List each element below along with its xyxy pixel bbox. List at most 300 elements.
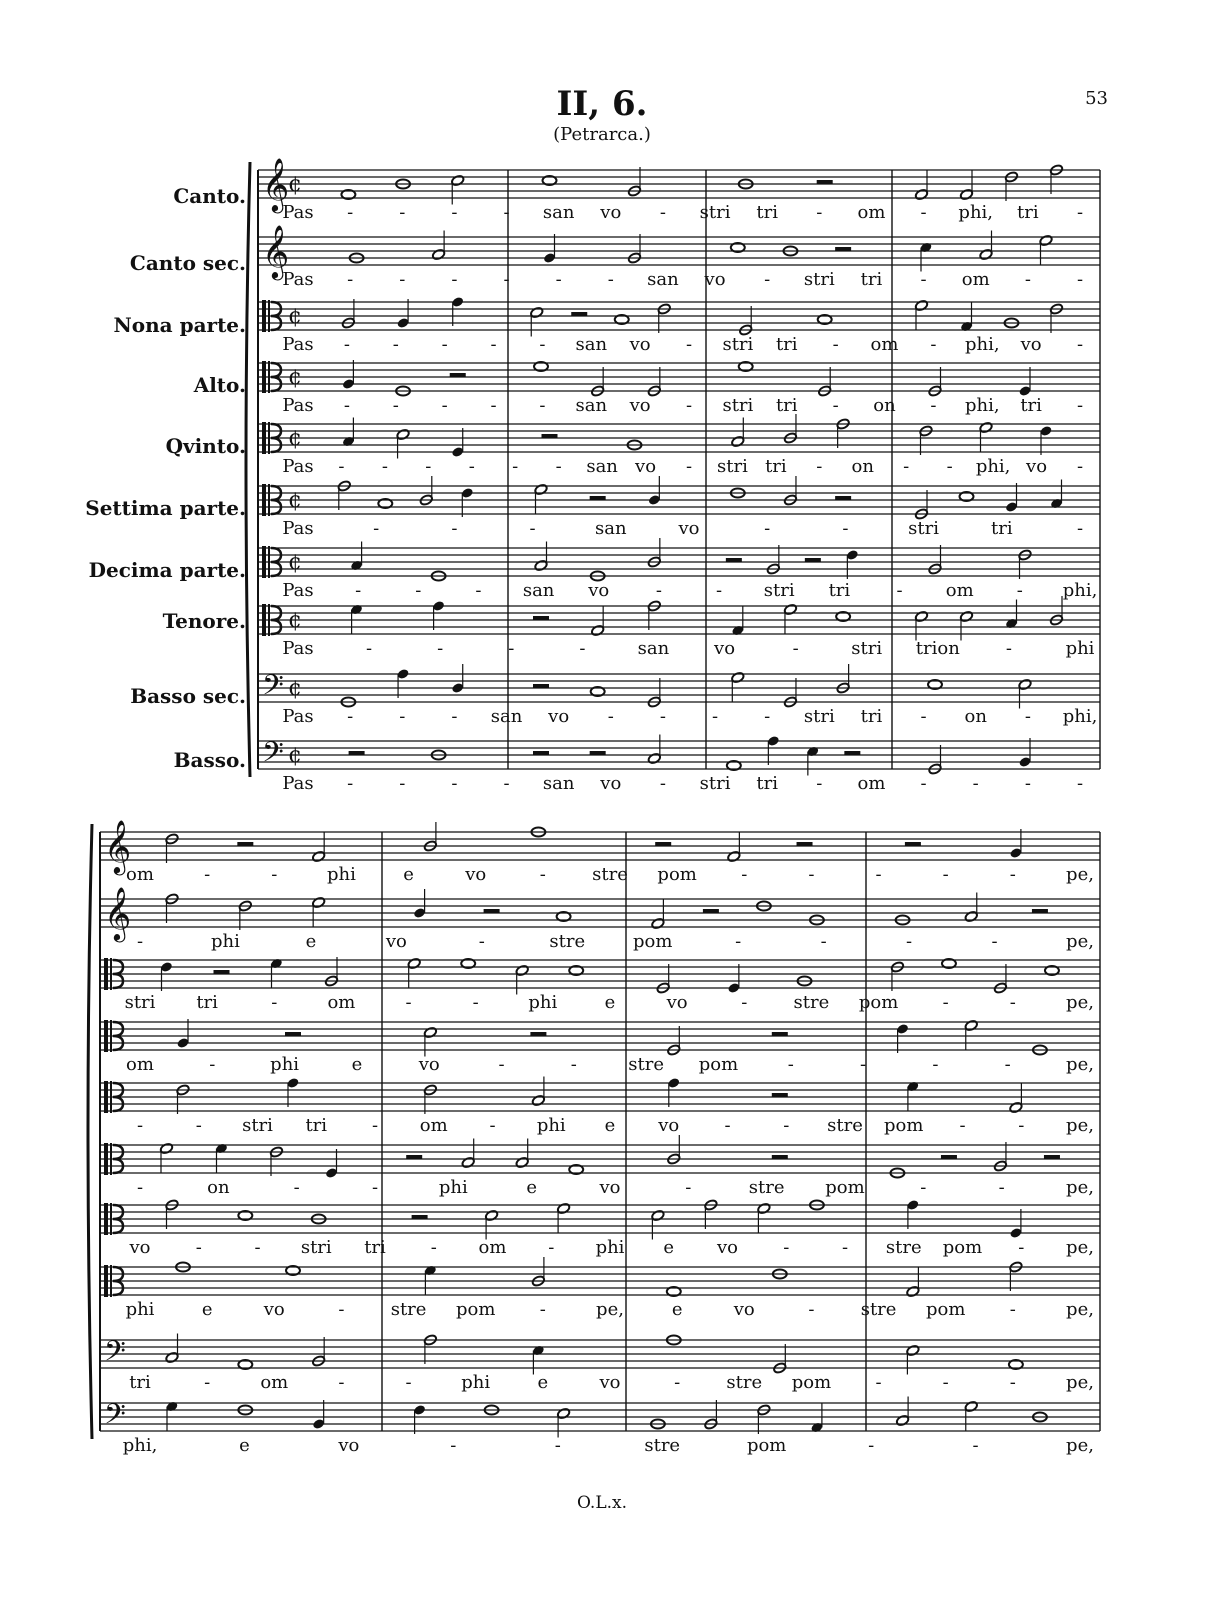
lyric-syllable: stre [592, 864, 628, 885]
lyric-syllable: om [857, 202, 886, 223]
note [176, 1084, 190, 1114]
note [890, 961, 904, 991]
rest-icon [772, 1093, 788, 1097]
lyric-syllable: stri [763, 580, 795, 601]
lyric-syllable: - [548, 1237, 555, 1258]
staff-alto [258, 360, 1100, 416]
lyric-syllable: phi [125, 1299, 155, 1320]
lyric-syllable: - [512, 456, 519, 477]
lyric-syllable: stri [699, 202, 731, 223]
lyric-syllable: - [405, 1372, 412, 1393]
lyric-syllable: - [555, 269, 562, 290]
lyric-syllable: - [930, 395, 937, 416]
lyric-syllable: stre [748, 1177, 785, 1198]
lyric-syllable: vo [465, 864, 487, 885]
lyric-syllable: - [655, 580, 662, 601]
time-signature: ¢ [288, 608, 302, 633]
lyric-syllable: - [399, 706, 406, 727]
rest-icon [237, 842, 253, 846]
lyric-syllable: - [972, 1435, 979, 1456]
note [484, 1209, 498, 1239]
lyric-syllable: san [542, 773, 575, 794]
note [396, 299, 409, 329]
lyric-syllable: - [555, 456, 562, 477]
lyric-syllable: - [1004, 1054, 1011, 1075]
rest-icon [844, 751, 860, 755]
note [1009, 829, 1022, 859]
lyric-syllable: - [820, 931, 827, 952]
note [896, 1023, 909, 1053]
lyric-syllable: stri [803, 269, 835, 290]
lyric-syllable: - [529, 518, 536, 539]
note [1009, 1209, 1022, 1239]
rest-icon [797, 842, 813, 846]
rest-icon [772, 1032, 788, 1036]
lyric-syllable: tri [1020, 395, 1042, 416]
lyric-syllable: - [195, 1237, 202, 1258]
lyric-syllable: - [399, 269, 406, 290]
staff-alto [100, 1019, 1100, 1075]
lyric-syllable: - [896, 580, 903, 601]
lyric-syllable: vo [1020, 334, 1042, 355]
lyric-syllable: pom [942, 1237, 983, 1258]
note [647, 678, 661, 708]
note [165, 833, 179, 863]
rest-icon [905, 842, 921, 846]
note [906, 1344, 920, 1374]
lyric-syllable: - [451, 518, 458, 539]
lyric-syllable: - [136, 1177, 144, 1198]
lyric-syllable: - [503, 773, 510, 794]
lyric-syllable: - [1018, 1237, 1025, 1258]
part-name-decima-parte: Decima parte. [88, 558, 246, 582]
note [979, 421, 993, 451]
lyric-syllable: pom [455, 1299, 496, 1320]
lyric-syllable: - [503, 269, 510, 290]
note [647, 367, 661, 397]
rest-icon [450, 373, 466, 377]
lyric-syllable: tri [364, 1237, 386, 1258]
lyric-syllable: - [685, 334, 693, 355]
lyric-syllable: - [787, 1054, 794, 1075]
staff-tenore [100, 1257, 1100, 1320]
staff-settima-parte [100, 1135, 1100, 1198]
note [165, 1401, 178, 1431]
lyric-syllable: - [991, 931, 998, 952]
staff-basso-sec [100, 1334, 1100, 1394]
lyric-syllable: trion [915, 638, 960, 659]
lyric-syllable: - [808, 1299, 815, 1320]
note [783, 414, 797, 444]
lyric-syllable: pe, [596, 1299, 624, 1320]
lyric-syllable: om [419, 1115, 448, 1136]
lyric-syllable: - [1076, 269, 1084, 290]
note [656, 964, 670, 994]
note [461, 487, 474, 517]
lyric-syllable: - [343, 334, 350, 355]
note [591, 607, 605, 637]
lyric-syllable: - [437, 638, 444, 659]
rest-icon [571, 312, 587, 316]
note [846, 549, 859, 579]
staff-basso-sec [258, 664, 1100, 727]
lyric-syllable: - [490, 334, 497, 355]
time-signature: ¢ [288, 172, 302, 197]
lyric-syllable: vo [129, 1237, 151, 1258]
lyric-syllable: - [920, 269, 927, 290]
signature-mark: O.L.x. [576, 1493, 628, 1513]
note [757, 1404, 771, 1434]
note [556, 1407, 570, 1437]
note [396, 668, 409, 698]
lyric-syllable: Pas [282, 269, 314, 290]
lyric-syllable: - [430, 1237, 437, 1258]
lyric-syllable: - [1076, 456, 1084, 477]
lyric-syllable: - [764, 269, 771, 290]
lyric-syllable: pe, [1066, 1237, 1094, 1258]
note [1018, 678, 1032, 708]
lyric-syllable: - [685, 395, 693, 416]
note [731, 418, 745, 448]
treble-clef-icon: 𝄞 [262, 224, 290, 278]
lyric-syllable: phi [461, 1372, 491, 1393]
note [423, 1334, 437, 1364]
lyric-syllable: tri [1017, 202, 1039, 223]
lyric-syllable: - [539, 334, 546, 355]
staff-canto-sec [258, 224, 1100, 290]
lyric-syllable: pom [698, 1054, 739, 1075]
lyric-syllable: pom [925, 1299, 966, 1320]
lyric-syllable: om [857, 773, 886, 794]
lyric-syllable: - [659, 202, 666, 223]
lyric-syllable: - [475, 580, 482, 601]
note [1039, 425, 1052, 455]
lyric-syllable: phi, [1062, 580, 1098, 601]
staff-canto-sec [100, 886, 1100, 952]
part-name-canto-sec: Canto sec. [129, 251, 246, 275]
lyric-syllable: - [1076, 202, 1084, 223]
lyric-syllable: - [338, 456, 345, 477]
note [731, 671, 745, 701]
staff-canto [258, 157, 1100, 223]
note [534, 542, 548, 572]
lyric-syllable: vo [666, 992, 688, 1013]
rest-icon [285, 1032, 301, 1036]
lyric-syllable: san [490, 706, 523, 727]
lyric-syllable: stri [803, 706, 835, 727]
lyric-syllable: - [685, 1177, 692, 1198]
lyric-syllable: - [942, 992, 949, 1013]
lyric-syllable: - [441, 334, 448, 355]
lyric-syllable: - [930, 334, 937, 355]
note [165, 1334, 179, 1364]
lyric-syllable: stre [549, 931, 586, 952]
note [767, 735, 780, 765]
note [773, 1344, 787, 1374]
lyric-syllable: vo [600, 202, 622, 223]
lyric-syllable: - [1024, 269, 1031, 290]
score-system-2 [88, 819, 1100, 1456]
lyric-syllable: vo [629, 395, 651, 416]
lyric-syllable: stri [300, 1237, 332, 1258]
note [350, 542, 363, 572]
lyric-syllable: tri [756, 202, 779, 223]
lyric-syllable: phi [536, 1115, 566, 1136]
lyric-syllable: om [945, 580, 974, 601]
lyric-syllable: Pas [282, 706, 314, 727]
note [312, 896, 326, 926]
note [704, 1199, 718, 1229]
lyric-syllable: tri [775, 334, 798, 355]
lyric-syllable: - [741, 864, 748, 885]
note [647, 600, 661, 630]
lyric-syllable: - [271, 992, 278, 1013]
note [739, 306, 753, 336]
part-name-alto: Alto. [193, 373, 246, 397]
lyric-syllable: phi [211, 931, 240, 952]
note [324, 957, 338, 987]
lyric-syllable: - [204, 1372, 211, 1393]
note [651, 1209, 665, 1239]
lyric-syllable: stri [908, 518, 940, 539]
note [783, 603, 797, 633]
lyric-syllable: - [607, 269, 614, 290]
note [959, 610, 973, 640]
lyric-syllable: e [305, 931, 317, 952]
note [1049, 164, 1063, 194]
lyric-syllable: vo [418, 1054, 440, 1075]
note [906, 1268, 920, 1298]
note [1009, 1261, 1023, 1291]
rest-icon [590, 496, 606, 500]
part-name-qvinto: Qvinto. [165, 434, 246, 458]
lyric-syllable: - [381, 456, 388, 477]
lyric-syllable: - [920, 773, 927, 794]
lyric-syllable: e [239, 1435, 250, 1456]
lyric-syllable: - [415, 580, 422, 601]
staff-nona-parte [258, 296, 1100, 355]
lyric-syllable: - [209, 1054, 216, 1075]
lyric-syllable: - [674, 1372, 681, 1393]
lyric-syllable: pom [633, 931, 673, 952]
note [451, 428, 464, 458]
bass-clef-icon: 𝄢 [104, 1335, 126, 1375]
lyric-syllable: tri [129, 1372, 151, 1393]
lyric-syllable: pe, [1066, 992, 1094, 1013]
note [906, 1081, 919, 1111]
lyric-syllable: stri [722, 334, 754, 355]
lyric-syllable: - [816, 456, 823, 477]
lyric-syllable: tri [828, 580, 851, 601]
lyric-syllable: Pas [282, 773, 314, 794]
lyric-syllable: tri [756, 773, 779, 794]
note [159, 1142, 173, 1172]
lyric-syllable: phi [1065, 638, 1095, 659]
system-bracket [88, 824, 92, 1439]
lyric-syllable: tri [196, 992, 218, 1013]
lyric-syllable: - [808, 864, 815, 885]
note [627, 234, 641, 264]
lyric-syllable: om [126, 1054, 154, 1075]
lyric-syllable: vo [599, 1177, 621, 1198]
note [396, 428, 410, 458]
rest-icon [772, 1155, 788, 1159]
note [914, 299, 928, 329]
lyric-syllable: Pas [282, 518, 314, 539]
lyric-syllable: phi [270, 1054, 300, 1075]
lyric-syllable: phi [528, 992, 558, 1013]
lyric-syllable: - [508, 638, 515, 659]
bass-clef-icon: 𝄢 [104, 1398, 126, 1438]
note [928, 367, 942, 397]
note [806, 746, 819, 776]
lyric-syllable: vo [635, 456, 657, 477]
note [651, 900, 665, 930]
rest-icon [726, 558, 742, 562]
note [341, 299, 355, 329]
lyric-syllable: stri [699, 773, 731, 794]
lyric-syllable: vo [600, 773, 622, 794]
score-system-1 [246, 157, 1100, 794]
time-signature: ¢ [288, 304, 302, 329]
part-names [85, 184, 246, 772]
lyric-syllable: tri [765, 456, 787, 477]
lyric-syllable: - [860, 1054, 867, 1075]
bass-clef-icon: 𝄢 [262, 736, 284, 776]
lyric-syllable: - [451, 773, 458, 794]
lyric-syllable: - [399, 773, 406, 794]
lyric-syllable: - [392, 334, 399, 355]
rest-icon [533, 684, 549, 688]
note [727, 833, 741, 863]
part-name-settima-parte: Settima parte. [85, 496, 246, 520]
system-bracket [246, 162, 250, 777]
lyric-syllable: tri [860, 706, 883, 727]
note [531, 1077, 545, 1107]
rest-icon [412, 1215, 428, 1219]
note [1005, 600, 1018, 630]
lyric-syllable: - [204, 864, 211, 885]
staff-qvinto [100, 1077, 1100, 1137]
lyric-syllable: e [604, 1115, 616, 1136]
note [530, 306, 544, 336]
lyric-syllable: e [201, 1299, 213, 1320]
poet-credit: (Petrarca.) [553, 124, 651, 145]
lyric-syllable: pe, [1066, 1435, 1094, 1456]
lyric-syllable: - [1009, 1372, 1016, 1393]
lyric-syllable: - [659, 706, 666, 727]
note [451, 296, 464, 326]
note [215, 1143, 228, 1173]
lyric-syllable: phi, [964, 334, 1000, 355]
lyric-syllable: stre [860, 1299, 897, 1320]
lyric-syllable: vo [548, 706, 570, 727]
lyric-syllable: - [450, 1435, 457, 1456]
note [176, 1019, 189, 1049]
note [919, 242, 932, 272]
staff-decima-parte [258, 538, 1100, 601]
page-number: 53 [1085, 88, 1108, 109]
lyric-syllable: - [903, 456, 910, 477]
note [286, 1077, 299, 1107]
lyric-syllable: - [1024, 706, 1031, 727]
lyric-syllable: san [575, 334, 608, 355]
note [407, 957, 421, 987]
staff-basso [258, 735, 1100, 795]
lyric-syllable: - [1076, 334, 1084, 355]
note [350, 604, 363, 634]
lyric-syllable: - [932, 1054, 939, 1075]
lyric-syllable: pe, [1066, 931, 1094, 952]
lyric-syllable: san [637, 638, 670, 659]
lyric-syllable: - [685, 456, 693, 477]
lyric-syllable: Pas [282, 334, 314, 355]
note [704, 1400, 718, 1430]
lyric-syllable: - [579, 638, 586, 659]
lyric-syllable: pom [791, 1372, 832, 1393]
lyric-syllable: - [868, 1435, 875, 1456]
rest-icon [1032, 909, 1048, 913]
rest-icon [805, 558, 821, 562]
lyric-syllable: - [946, 456, 953, 477]
lyric-syllable: stri [124, 992, 156, 1013]
note [461, 1139, 475, 1169]
lyric-syllable: - [875, 864, 882, 885]
note [906, 1199, 919, 1229]
note [964, 1019, 978, 1049]
rest-icon [484, 909, 500, 913]
lyric-syllable: - [741, 992, 748, 1013]
note [993, 964, 1007, 994]
lyric-syllable: - [293, 1177, 300, 1198]
lyric-syllable: vo [263, 1299, 285, 1320]
lyric-syllable: stri [717, 456, 748, 477]
note [424, 1265, 437, 1295]
lyric-syllable: vo [716, 1237, 739, 1258]
lyric-syllable: - [783, 1115, 790, 1136]
lyric-syllable: e [537, 1372, 549, 1393]
note [914, 490, 928, 520]
note [1039, 234, 1053, 264]
lyric-syllable: - [347, 773, 354, 794]
lyric-syllable: om [478, 1237, 507, 1258]
time-signature: ¢ [288, 488, 302, 513]
note [928, 545, 942, 575]
lyric-syllable: phi [438, 1177, 468, 1198]
staff-canto [100, 819, 1100, 885]
lyric-syllable: - [451, 202, 458, 223]
lyric-syllable: pe, [1066, 864, 1094, 885]
note [979, 231, 993, 261]
lyric-syllable: - [355, 580, 362, 601]
note [1004, 171, 1018, 201]
lyric-syllable: - [764, 706, 771, 727]
staff-tenore [258, 596, 1100, 659]
lyric-syllable: - [875, 1372, 882, 1393]
lyric-syllable: on [851, 456, 874, 477]
lyric-syllable: - [920, 706, 927, 727]
lyric-syllable: pe, [1066, 1177, 1094, 1198]
lyric-syllable: om [961, 269, 990, 290]
time-signature: ¢ [288, 365, 302, 390]
lyric-syllable: vo [1026, 456, 1048, 477]
lyric-syllable: san [595, 518, 627, 539]
part-name-tenore: Tenore. [162, 609, 246, 633]
rest-icon [533, 616, 549, 620]
lyric-syllable: phi [326, 864, 356, 885]
lyric-syllable: san [575, 395, 608, 416]
lyric-syllable: vo [658, 1115, 680, 1136]
